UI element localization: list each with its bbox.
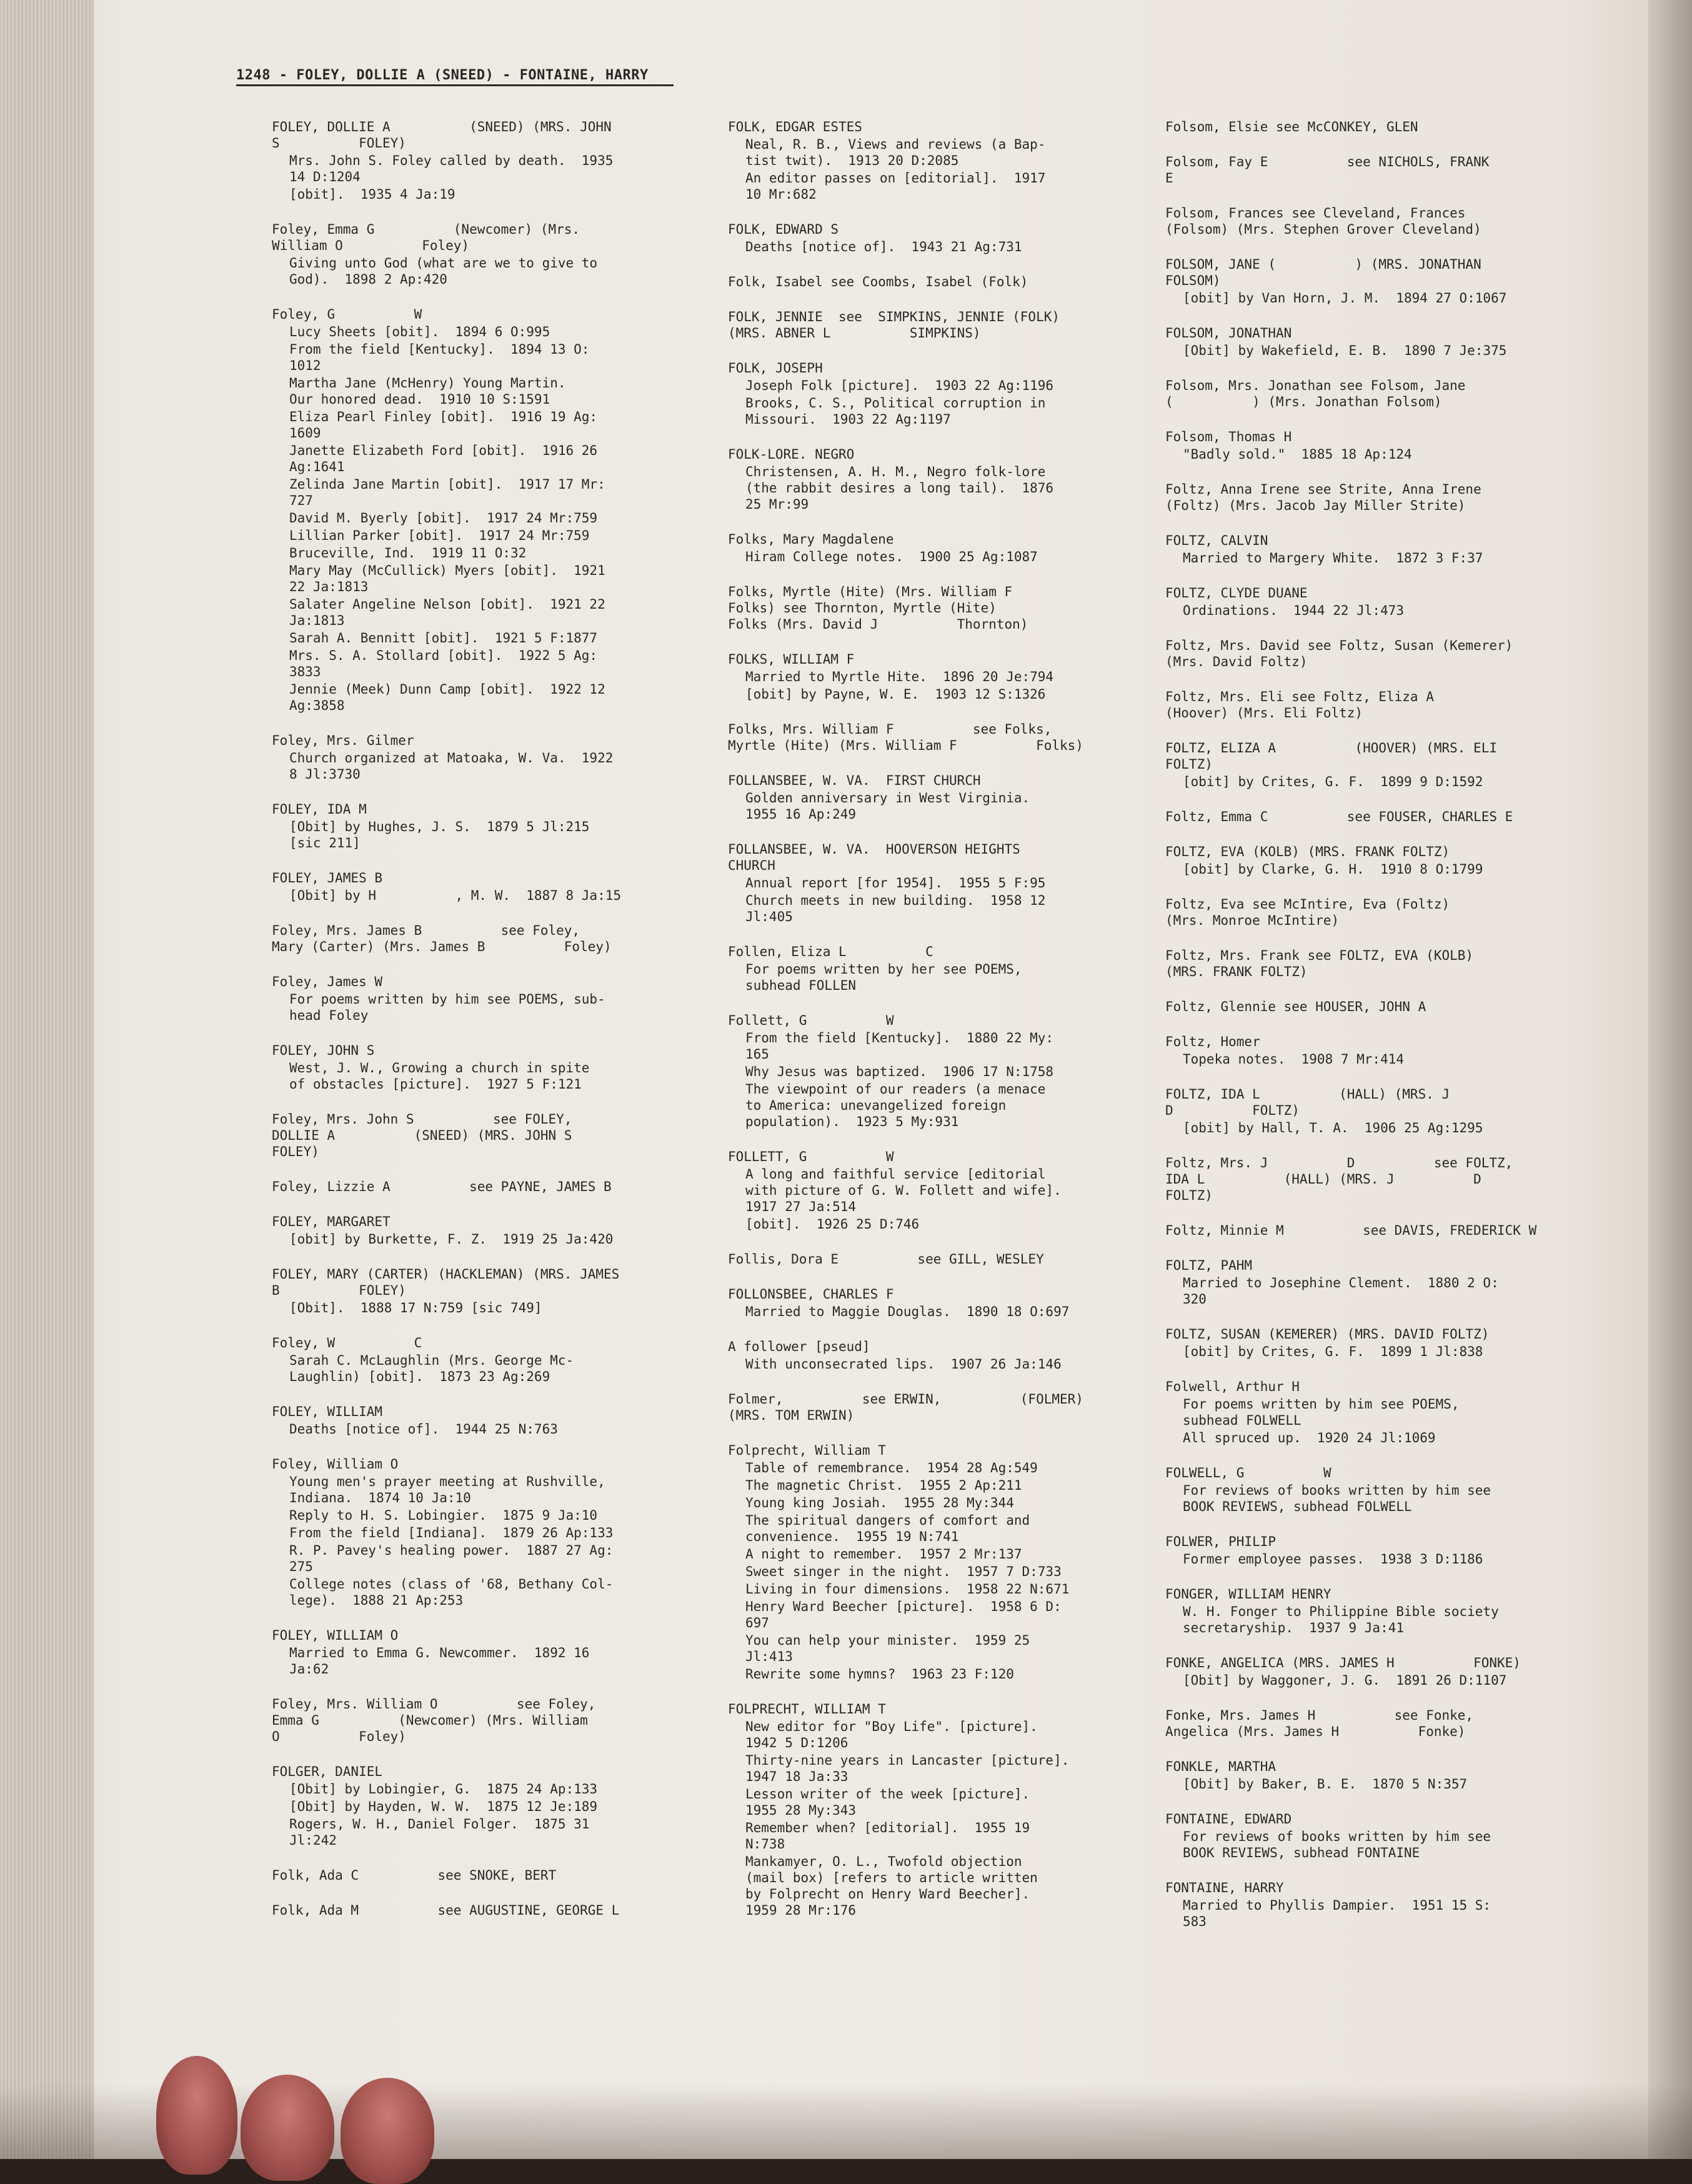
citation-line: Mrs. S. A. Stollard [obit]. 1922 5 Ag: 3833 [289, 648, 598, 679]
citation-line: Deaths [notice of]. 1944 25 N:763 [289, 1422, 558, 1437]
citation-line: Henry Ward Beecher [picture]. 1958 6 D: 697 [745, 1599, 1062, 1630]
index-entry [728, 841, 1140, 925]
entry-heading: Foltz, Glennie see HOUSER, JOHN A [1165, 999, 1426, 1014]
index-entry [1165, 154, 1578, 186]
citation-line: [obit] by Van Horn, J. M. 1894 27 O:1067 [1183, 291, 1507, 306]
citation-line: [obit] by Clarke, G. H. 1910 8 O:1799 [1183, 862, 1483, 877]
entry-heading: FONKE, ANGELICA (MRS. JAMES H FONKE) [1165, 1655, 1521, 1670]
index-entry [1165, 1533, 1578, 1567]
index-entry [272, 870, 684, 904]
entry-heading: Folprecht, William T [728, 1443, 886, 1458]
entry-heading: FONTAINE, HARRY [1165, 1880, 1284, 1895]
entry-heading: FOLGER, DANIEL [272, 1764, 383, 1779]
entry-heading: Foley, G W [272, 307, 422, 322]
citation-line: Neal, R. B., Views and reviews (a Bap- tist twit). 1913 20 D:2085 [745, 137, 1046, 168]
entry-heading: FOLTZ, EVA (KOLB) (MRS. FRANK FOLTZ) [1165, 844, 1450, 859]
citation-line: Bruceville, Ind. 1919 11 O:32 [289, 546, 527, 561]
citation-line: Rewrite some hymns? 1963 23 F:120 [745, 1667, 1014, 1682]
entry-heading: FOLTZ, CALVIN [1165, 533, 1268, 548]
entry-heading: FOLEY, WILLIAM O [272, 1628, 399, 1643]
index-entry [1165, 740, 1578, 790]
entry-heading: FOLEY, JAMES B [272, 870, 383, 885]
citation-line: Golden anniversary in West Virginia. 1955 16 Ap:249 [745, 790, 1030, 822]
citation-line: For poems written by him see POEMS, subhead FOLWELL [1183, 1397, 1460, 1428]
entry-heading: FOLEY, DOLLIE A (SNEED) (MRS. JOHN S FOLEY) [272, 119, 612, 151]
citation-line: College notes (class of '68, Bethany Col- lege). 1888 21 Ap:253 [289, 1577, 614, 1608]
citation-line: Married to Emma G. Newcommer. 1892 16 Ja:62 [289, 1645, 590, 1677]
index-entry [728, 1012, 1140, 1130]
citation-line: Topeka notes. 1908 7 Mr:414 [1183, 1052, 1405, 1067]
citation-line: Young king Josiah. 1955 28 My:344 [745, 1495, 1014, 1510]
entry-heading: FOLSOM, JONATHAN [1165, 326, 1292, 341]
citation-line: Sarah A. Bennitt [obit]. 1921 5 F:1877 [289, 631, 598, 646]
index-entry [728, 1339, 1140, 1372]
citation-line: [Obit] by Hayden, W. W. 1875 12 Je:189 [289, 1799, 598, 1814]
index-entry [1165, 1880, 1578, 1930]
index-entry [272, 1042, 684, 1092]
index-entry [1165, 1326, 1578, 1360]
entry-heading: FOLKS, WILLIAM F [728, 652, 855, 667]
citation-line: Married to Myrtle Hite. 1896 20 Je:794 [745, 669, 1054, 684]
entry-heading: FOLLONSBEE, CHARLES F [728, 1287, 894, 1302]
citation-line: For reviews of books written by him see BOOK REVIEWS, subhead FONTAINE [1183, 1829, 1491, 1860]
entry-heading: Folk, Ada M see AUGUSTINE, GEORGE L [272, 1903, 620, 1918]
entry-heading: FOLTZ, SUSAN (KEMERER) (MRS. DAVID FOLTZ) [1165, 1327, 1490, 1342]
citation-line: Jennie (Meek) Dunn Camp [obit]. 1922 12 Ag:3858 [289, 682, 605, 713]
index-entry [1165, 947, 1578, 980]
citation-line: With unconsecrated lips. 1907 26 Ja:146 [745, 1357, 1062, 1372]
entry-heading: FOLLETT, G W [728, 1149, 894, 1164]
index-entry [1165, 429, 1578, 462]
citation-line: New editor for "Boy Life". [picture]. 1942 5 D:1206 [745, 1719, 1038, 1750]
entry-heading: Follett, G W [728, 1013, 894, 1028]
index-entry [1165, 256, 1578, 306]
index-entry [1165, 1655, 1578, 1688]
entry-heading: FOLLANSBEE, W. VA. FIRST CHURCH [728, 773, 981, 788]
entry-heading: Foltz, Emma C see FOUSER, CHARLES E [1165, 809, 1513, 824]
citation-line: Married to Margery White. 1872 3 F:37 [1183, 551, 1483, 566]
index-entry [1165, 689, 1578, 721]
entry-heading: FOLPRECHT, WILLIAM T [728, 1702, 886, 1717]
citation-line: Deaths [notice of]. 1943 21 Ag:731 [745, 239, 1022, 254]
entry-heading: FOLEY, MARY (CARTER) (HACKLEMAN) (MRS. JAMES B FOLEY) [272, 1267, 620, 1298]
entry-heading: Folks, Myrtle (Hite) (Mrs. William F Folks) see Thornton, Myrtle (Hite) Folks (Mrs. David J Thornton) [728, 584, 1028, 632]
citation-line: Church meets in new building. 1958 12 Jl:405 [745, 893, 1046, 924]
entry-heading: Folk, Isabel see Coombs, Isabel (Folk) [728, 274, 1028, 289]
entry-heading: Folsom, Mrs. Jonathan see Folsom, Jane ( ) (Mrs. Jonathan Folsom) [1165, 378, 1466, 409]
index-entry [272, 1179, 684, 1195]
citation-line: Mrs. John S. Foley called by death. 1935 14 D:1204 [289, 153, 614, 184]
citation-line: [obit] by Crites, G. F. 1899 9 D:1592 [1183, 774, 1483, 789]
entry-heading: Foltz, Anna Irene see Strite, Anna Irene (Foltz) (Mrs. Jacob Jay Miller Strite) [1165, 482, 1481, 513]
index-finger [241, 2075, 334, 2181]
citation-line: Young men's prayer meeting at Rushville, Indiana. 1874 10 Ja:10 [289, 1474, 605, 1505]
entry-heading: FOLTZ, PAHM [1165, 1258, 1253, 1273]
citation-line: Thirty-nine years in Lancaster [picture]. 1947 18 Ja:33 [745, 1753, 1070, 1784]
entry-heading: FOLK, EDWARD S [728, 222, 839, 237]
index-entry [1165, 844, 1578, 877]
index-entry [728, 221, 1140, 255]
citation-line: Zelinda Jane Martin [obit]. 1917 17 Mr: 727 [289, 477, 605, 508]
citation-line: For reviews of books written by him see BOOK REVIEWS, subhead FOLWELL [1183, 1483, 1491, 1514]
index-entry [1165, 119, 1578, 135]
index-entry [1165, 1811, 1578, 1861]
entry-heading: FOLK, EDGAR ESTES [728, 119, 862, 134]
entry-heading: Foltz, Homer [1165, 1034, 1260, 1049]
citation-line: Mary May (McCullick) Myers [obit]. 1921 22 Ja:1813 [289, 563, 605, 594]
index-entry [1165, 999, 1578, 1015]
entry-heading: Folsom, Frances see Cleveland, Frances (Folsom) (Mrs. Stephen Grover Cleveland) [1165, 206, 1481, 237]
index-entry [272, 1867, 684, 1883]
citation-line: [obit] by Hall, T. A. 1906 25 Ag:1295 [1183, 1120, 1483, 1135]
index-entry [728, 360, 1140, 427]
index-entry [728, 1701, 1140, 1918]
citation-line: "Badly sold." 1885 18 Ap:124 [1183, 447, 1412, 462]
index-entry [272, 306, 684, 714]
citation-line: Janette Elizabeth Ford [obit]. 1916 26 Ag:1641 [289, 443, 598, 474]
index-entry [728, 944, 1140, 994]
entry-heading: FOLEY, WILLIAM [272, 1404, 383, 1419]
index-entry [728, 584, 1140, 632]
citation-line: David M. Byerly [obit]. 1917 24 Mr:759 [289, 511, 598, 526]
citation-line: The viewpoint of our readers (a menace to America: unevangelized foreign population). 1923 5 My:931 [745, 1082, 1046, 1129]
index-entry [728, 119, 1140, 202]
citation-line: An editor passes on [editorial]. 1917 10 Mr:682 [745, 171, 1046, 202]
citation-line: Married to Phyllis Dampier. 1951 15 S: 583 [1183, 1898, 1491, 1929]
citation-line: A long and faithful service [editorial with picture of G. W. Follett and wife]. 1917 27 Ja:514 [745, 1167, 1062, 1214]
citation-line: The magnetic Christ. 1955 2 Ap:211 [745, 1478, 1022, 1493]
entry-heading: Foley, Mrs. James B see Foley, Mary (Carter) (Mrs. James B Foley) [272, 923, 612, 954]
entry-heading: Foltz, Minnie M see DAVIS, FREDERICK W [1165, 1223, 1537, 1238]
citation-line: Sweet singer in the night. 1957 7 D:733 [745, 1564, 1062, 1579]
index-column-1 [272, 119, 684, 1937]
index-entry [272, 1902, 684, 1918]
index-entry [1165, 481, 1578, 514]
entry-heading: FOLK, JENNIE see SIMPKINS, JENNIE (FOLK) (MRS. ABNER L SIMPKINS) [728, 309, 1060, 341]
index-entry [1165, 1707, 1578, 1740]
citation-line: Lesson writer of the week [picture]. 1955 28 My:343 [745, 1787, 1030, 1818]
entry-heading: Foley, Mrs. John S see FOLEY, DOLLIE A (SNEED) (MRS. JOHN S FOLEY) [272, 1112, 572, 1159]
index-entry [728, 274, 1140, 290]
index-entry [728, 1149, 1140, 1232]
index-entry [728, 721, 1140, 754]
index-entry [272, 1763, 684, 1848]
entry-heading: Folks, Mrs. William F see Folks, Myrtle (Hite) (Mrs. William F Folks) [728, 722, 1083, 753]
index-entry [1165, 205, 1578, 237]
index-entry [1165, 532, 1578, 566]
citation-line: Salater Angeline Nelson [obit]. 1921 22 Ja:1813 [289, 597, 605, 628]
citation-line: Sarah C. McLaughlin (Mrs. George Mc- Laughlin) [obit]. 1873 23 Ag:269 [289, 1353, 574, 1384]
entry-heading: Foltz, Mrs. David see Foltz, Susan (Kemerer) (Mrs. David Foltz) [1165, 638, 1513, 669]
index-entry [728, 1391, 1140, 1424]
index-entry [272, 1404, 684, 1437]
entry-heading: Foley, Mrs. William O see Foley, Emma G (Newcomer) (Mrs. William O Foley) [272, 1697, 596, 1744]
entry-heading: Foltz, Mrs. Eli see Foltz, Eliza A (Hoover) (Mrs. Eli Foltz) [1165, 689, 1434, 721]
citation-line: Remember when? [editorial]. 1955 19 N:738 [745, 1820, 1030, 1852]
citation-line: Reply to H. S. Lobingier. 1875 9 Ja:10 [289, 1508, 598, 1523]
entry-heading: FOLTZ, IDA L (HALL) (MRS. J D FOLTZ) [1165, 1087, 1450, 1118]
index-entry [272, 732, 684, 782]
index-entry [728, 1286, 1140, 1320]
entry-heading: Folks, Mary Magdalene [728, 532, 894, 547]
citation-line: Married to Josephine Clement. 1880 2 O: 320 [1183, 1275, 1499, 1307]
index-entry [272, 221, 684, 287]
citation-line: West, J. W., Growing a church in spite of obstacles [picture]. 1927 5 F:121 [289, 1060, 590, 1092]
entry-heading: Folsom, Fay E see NICHOLS, FRANK E [1165, 154, 1490, 186]
citation-line: [Obit] by Lobingier, G. 1875 24 Ap:133 [289, 1782, 598, 1797]
entry-heading: FOLLANSBEE, W. VA. HOOVERSON HEIGHTS CHURCH [728, 842, 1020, 873]
index-entry [272, 1266, 684, 1316]
index-entry [272, 801, 684, 851]
entry-heading: Foley, Emma G (Newcomer) (Mrs. William O Foley) [272, 222, 580, 253]
index-entry [1165, 325, 1578, 359]
index-entry [272, 1214, 684, 1247]
entry-heading: FOLWELL, G W [1165, 1465, 1331, 1480]
citation-line: [Obit] by Hughes, J. S. 1879 5 Jl:215 [sic 211] [289, 819, 590, 850]
index-entry [1165, 1465, 1578, 1515]
citation-line: Living in four dimensions. 1958 22 N:671 [745, 1582, 1070, 1597]
citation-line: Eliza Pearl Finley [obit]. 1916 19 Ag: 1609 [289, 409, 598, 441]
citation-line: Married to Maggie Douglas. 1890 18 O:697 [745, 1304, 1070, 1319]
entry-heading: FOLSOM, JANE ( ) (MRS. JONATHAN FOLSOM) [1165, 257, 1481, 288]
index-entry [272, 119, 684, 202]
entry-heading: Fonke, Mrs. James H see Fonke, Angelica (Mrs. James H Fonke) [1165, 1708, 1474, 1739]
entry-heading: Foley, William O [272, 1457, 399, 1472]
entry-heading: Folwell, Arthur H [1165, 1379, 1300, 1394]
citation-line: [Obit] by H , M. W. 1887 8 Ja:15 [289, 888, 622, 903]
index-entry [728, 1442, 1140, 1682]
citation-line: Why Jesus was baptized. 1906 17 N:1758 [745, 1064, 1054, 1079]
index-entry [272, 974, 684, 1024]
index-entry [728, 309, 1140, 341]
citation-line: [obit]. 1935 4 Ja:19 [289, 187, 455, 202]
citation-line: You can help your minister. 1959 25 Jl:413 [745, 1633, 1030, 1664]
index-entry [728, 1251, 1140, 1267]
entry-heading: Foltz, Mrs. J D see FOLTZ, IDA L (HALL) (MRS. J D FOLTZ) [1165, 1155, 1513, 1203]
citation-line: Rogers, W. H., Daniel Folger. 1875 31 Jl:242 [289, 1817, 590, 1848]
index-entry [272, 1335, 684, 1385]
index-entry [1165, 1586, 1578, 1636]
citation-line: The spiritual dangers of comfort and convenience. 1955 19 N:741 [745, 1513, 1030, 1544]
entry-heading: FOLK-LORE. NEGRO [728, 447, 855, 462]
running-header: 1248 - FOLEY, DOLLIE A (SNEED) - FONTAINE, HARRY [236, 67, 674, 86]
citation-line: Lucy Sheets [obit]. 1894 6 O:995 [289, 324, 550, 339]
index-entry [1165, 637, 1578, 670]
citation-line: Lillian Parker [obit]. 1917 24 Mr:759 [289, 528, 590, 543]
thumb-finger [156, 2056, 237, 2175]
index-column-2 [728, 119, 1140, 1937]
citation-line: Mankamyer, O. L., Twofold objection (mail box) [refers to article written by Folprecht on Henry Ward Beecher]. 1959 28 Mr:176 [745, 1854, 1038, 1918]
index-entry [1165, 896, 1578, 929]
citation-line: W. H. Fonger to Philippine Bible society secretaryship. 1937 9 Ja:41 [1183, 1604, 1499, 1635]
index-entry [1165, 1758, 1578, 1792]
page-edge-left [0, 0, 94, 2159]
citation-line: Table of remembrance. 1954 28 Ag:549 [745, 1460, 1038, 1475]
index-entry [1165, 1379, 1578, 1446]
entry-heading: Foley, W C [272, 1335, 422, 1350]
entry-heading: FONKLE, MARTHA [1165, 1759, 1276, 1774]
citation-line: Former employee passes. 1938 3 D:1186 [1183, 1552, 1483, 1567]
citation-line: [Obit] by Wakefield, E. B. 1890 7 Je:375 [1183, 343, 1507, 358]
entry-heading: Follen, Eliza L C [728, 944, 933, 959]
index-column-3 [1165, 119, 1578, 1948]
index-entry [272, 1627, 684, 1677]
entry-heading: FOLTZ, ELIZA A (HOOVER) (MRS. ELI FOLTZ) [1165, 740, 1498, 772]
entry-heading: Foley, James W [272, 974, 383, 989]
entry-heading: FOLTZ, CLYDE DUANE [1165, 586, 1308, 601]
index-entry [728, 531, 1140, 565]
entry-heading: Follis, Dora E see GILL, WESLEY [728, 1252, 1044, 1267]
citation-line: Hiram College notes. 1900 25 Ag:1087 [745, 549, 1038, 564]
citation-line: From the field [Kentucky]. 1880 22 My: 165 [745, 1030, 1054, 1062]
index-entry [272, 1696, 684, 1745]
index-entry [1165, 1155, 1578, 1204]
citation-line: All spruced up. 1920 24 Jl:1069 [1183, 1430, 1436, 1445]
citation-line: [obit] by Payne, W. E. 1903 12 S:1326 [745, 687, 1046, 702]
index-entry [1165, 1086, 1578, 1136]
citation-line: [obit] by Crites, G. F. 1899 1 Jl:838 [1183, 1344, 1483, 1359]
entry-heading: FONGER, WILLIAM HENRY [1165, 1587, 1331, 1602]
entry-heading: Folk, Ada C see SNOKE, BERT [272, 1868, 557, 1883]
entry-heading: Folsom, Elsie see McCONKEY, GLEN [1165, 119, 1418, 134]
citation-line: Martha Jane (McHenry) Young Martin. Our honored dead. 1910 10 S:1591 [289, 376, 566, 407]
citation-line: Brooks, C. S., Political corruption in Missouri. 1903 22 Ag:1197 [745, 396, 1046, 427]
citation-line: For poems written by her see POEMS, subhead FOLLEN [745, 962, 1022, 993]
citation-line: From the field [Kentucky]. 1894 13 O: 1012 [289, 342, 590, 373]
citation-line: [Obit] by Waggoner, J. G. 1891 26 D:1107 [1183, 1673, 1507, 1688]
entry-heading: FOLEY, JOHN S [272, 1043, 375, 1058]
entry-heading: Folmer, see ERWIN, (FOLMER) (MRS. TOM ERWIN) [728, 1392, 1083, 1423]
middle-finger [341, 2078, 434, 2184]
entry-heading: Foltz, Mrs. Frank see FOLTZ, EVA (KOLB) (MRS. FRANK FOLTZ) [1165, 948, 1474, 979]
citation-line: Annual report [for 1954]. 1955 5 F:95 [745, 875, 1046, 890]
citation-line: R. P. Pavey's healing power. 1887 27 Ag: 275 [289, 1543, 614, 1574]
index-entry [1165, 1257, 1578, 1307]
entry-heading: Foley, Lizzie A see PAYNE, JAMES B [272, 1179, 612, 1194]
entry-heading: FOLEY, MARGARET [272, 1214, 391, 1229]
page-edge-right [1648, 0, 1692, 2159]
citation-line: Ordinations. 1944 22 Jl:473 [1183, 603, 1405, 618]
index-entry [728, 772, 1140, 822]
citation-line: Giving unto God (what are we to give to God). 1898 2 Ap:420 [289, 256, 598, 287]
citation-line: Christensen, A. H. M., Negro folk-lore (the rabbit desires a long tail). 1876 25 Mr:99 [745, 464, 1054, 512]
entry-heading: FOLWER, PHILIP [1165, 1534, 1276, 1549]
index-entry [272, 1111, 684, 1160]
index-entry [728, 446, 1140, 512]
citation-line: For poems written by him see POEMS, sub- head Foley [289, 992, 605, 1023]
citation-line: Joseph Folk [picture]. 1903 22 Ag:1196 [745, 378, 1054, 393]
index-entry [272, 922, 684, 955]
citation-line: [Obit]. 1888 17 N:759 [sic 749] [289, 1300, 542, 1315]
entry-heading: FONTAINE, EDWARD [1165, 1812, 1292, 1827]
entry-heading: Folsom, Thomas H [1165, 429, 1292, 444]
index-entry [1165, 585, 1578, 619]
index-entry [1165, 1034, 1578, 1067]
entry-heading: Foltz, Eva see McIntire, Eva (Foltz) (Mrs. Monroe McIntire) [1165, 897, 1450, 928]
index-entry [1165, 809, 1578, 825]
index-entry [1165, 1222, 1578, 1239]
citation-line: From the field [Indiana]. 1879 26 Ap:133 [289, 1525, 614, 1540]
index-entry [728, 651, 1140, 702]
entry-heading: Foley, Mrs. Gilmer [272, 733, 414, 748]
entry-heading: FOLEY, IDA M [272, 802, 367, 817]
citation-line: [Obit] by Baker, B. E. 1870 5 N:357 [1183, 1777, 1468, 1792]
citation-line: Church organized at Matoaka, W. Va. 1922 8 Jl:3730 [289, 750, 614, 782]
index-entry [272, 1456, 684, 1608]
entry-heading: A follower [pseud] [728, 1339, 870, 1354]
citation-line: [obit] by Burkette, F. Z. 1919 25 Ja:420 [289, 1232, 614, 1247]
citation-line: A night to remember. 1957 2 Mr:137 [745, 1547, 1022, 1562]
index-entry [1165, 377, 1578, 410]
entry-heading: FOLK, JOSEPH [728, 361, 823, 376]
citation-line: [obit]. 1926 25 D:746 [745, 1217, 920, 1232]
